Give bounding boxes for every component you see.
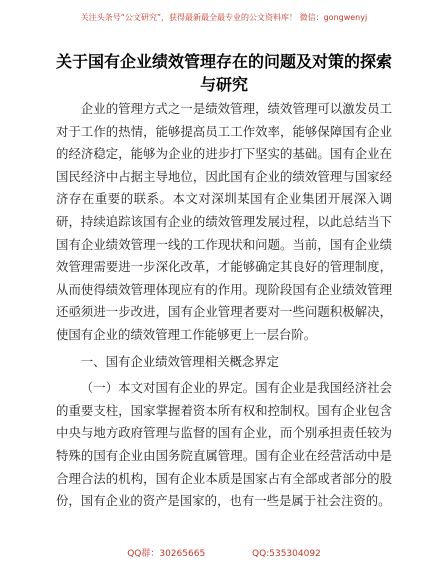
document-title: 关于国有企业绩效管理存在的问题及对策的探索与研究 xyxy=(56,52,393,94)
document-body xyxy=(56,98,392,517)
intro-paragraph: 企业的管理方式之一是绩效管理，绩效管理可以激发员工对于工作的热情，能够提高员工工作效率，能够保障国有企业的经济稳定，能够为企业的进步打下坚实的基础。国有企业在国民经济中占据主导地位，因此国有企业的绩效管理与国家经济存在重要的联系。本文对深圳某国有企业集团开展深入调研，持续追踪该国有企业的绩效管理发展过程，以此总结当下国有企业绩效管理一线的工作现状和问题。当前，国有企业绩效管理需要进一步深化改革，才能够确定其良好的管理制度，从而使得绩效管理体现应有的作用。现阶段国有企业绩效管理还亟须进一步改进，国有企业管理者要对一些问题积极解决，使国有企业的绩效管理工作能够更上一层台阶。 xyxy=(56,101,392,342)
footer-qq-group: QQ群：30265665 xyxy=(127,549,206,559)
footer xyxy=(0,546,448,559)
header-banner: 关注头条号“公文研究”，获得最新最全最专业的公文资料库！ 微信：gongwenyj xyxy=(80,13,368,22)
subsection-paragraph: （一）本文对国有企业的界定。国有企业是我国经济社会的重要支柱，国家掌握着资本所有权和控制权。国有企业包含中央与地方政府管理与监督的国有企业，而个别承担责任较为特殊的国有企业由国务院直属管理。国有企业在经营活动中是合理合法的机构，国有企业本质是国家占有全部或者部分的股份，国有企业的资产是国家的，也有一些是属于社会注资的。 xyxy=(56,380,392,509)
footer-qq: QQ:535304092 xyxy=(252,549,321,559)
section-heading: 一、国有企业绩效管理相关概念界定 xyxy=(80,353,280,369)
